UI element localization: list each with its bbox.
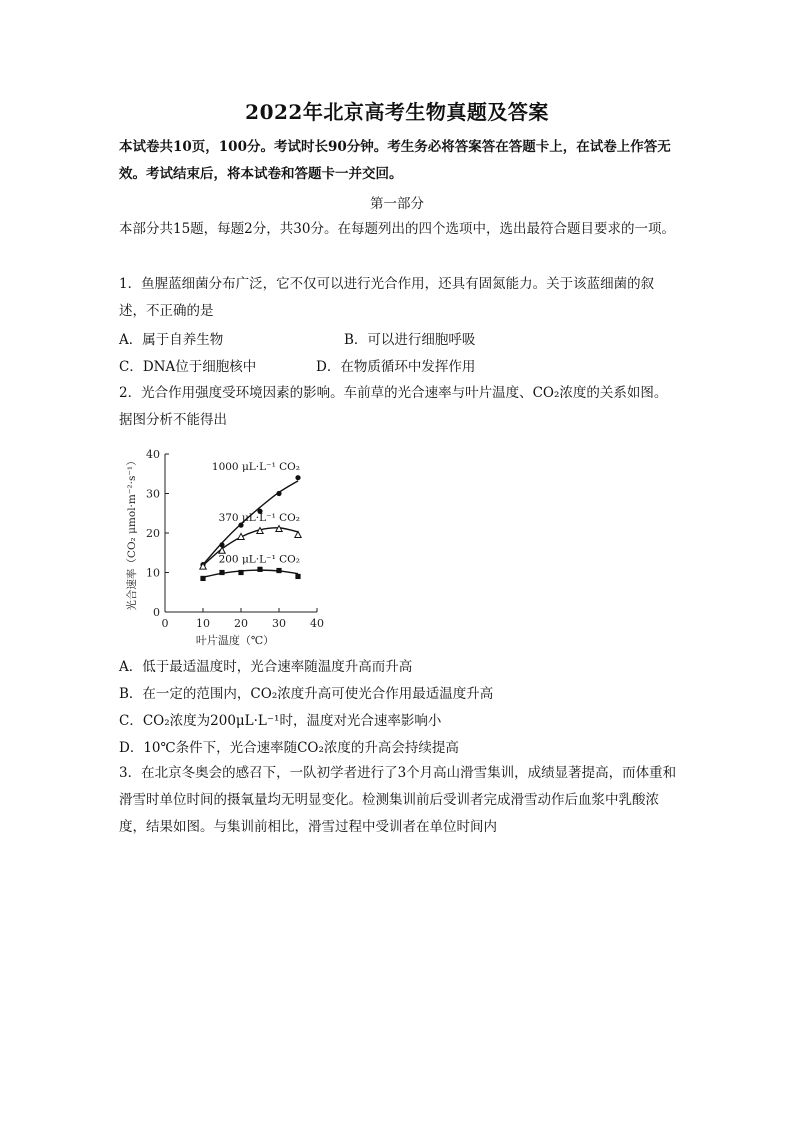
data-point: [238, 570, 243, 575]
section-title: 第一部分: [370, 196, 424, 212]
question-2-option-c: C．CO₂浓度为200μL·L⁻¹时，温度对光合速率影响小: [119, 713, 442, 729]
data-point: [219, 570, 224, 575]
x-tick-label: 40: [310, 617, 324, 630]
question-3-stem: 3．在北京冬奥会的感召下，一队初学者进行了3个月高山滑雪集训，成绩显著提高，而体重和滑雪时单位时间的摄氧量均无明显变化。检测集训前后受训者完成滑雪动作后血浆中乳酸浓度，结果如图。与集训前相比，滑雪过程中受训者在单位时间内: [119, 765, 677, 835]
data-point: [295, 475, 300, 480]
data-point: [295, 574, 300, 579]
question-2-option-a: A．低于最适温度时，光合速率随温度升高而升高: [119, 659, 413, 675]
x-axis-label: 叶片温度（℃）: [195, 634, 275, 647]
series-label: 1000 μL·L⁻¹ CO₂: [211, 460, 300, 473]
question-1-option-d: D．在物质循环中发挥作用: [316, 359, 476, 375]
question-2-stem: 2．光合作用强度受环境因素的影响。车前草的光合速率与叶片温度、CO₂浓度的关系如图。据图分析不能得出: [119, 385, 668, 428]
data-point: [295, 531, 301, 537]
photosynthesis-chart: [119, 440, 359, 650]
x-tick-label: 30: [272, 617, 286, 630]
y-axis-label: 光合速率（CO₂ μmol·m⁻²·s⁻¹）: [126, 455, 138, 611]
question-1-option-b: B．可以进行细胞呼吸: [344, 332, 476, 348]
question-1-option-c: C．DNA位于细胞核中: [119, 359, 257, 375]
series-curve-3: [203, 570, 298, 577]
data-point: [276, 568, 281, 573]
page-title: 2022年北京高考生物真题及答案: [245, 100, 549, 124]
y-tick-label: 10: [146, 566, 160, 580]
x-tick-label: 0: [161, 617, 169, 630]
question-2-option-d: D．10℃条件下，光合速率随CO₂浓度的升高会持续提高: [119, 740, 459, 756]
question-2-option-b: B．在一定的范围内，CO₂浓度升高可使光合作用最适温度升高: [119, 686, 494, 702]
y-tick-label: 20: [146, 527, 160, 540]
y-tick-label: 0: [153, 606, 160, 619]
section-intro: 本部分共15题，每题2分，共30分。在每题列出的四个选项中，选出最符合题目要求的一项。: [119, 221, 675, 237]
question-1-stem: 1．鱼腥蓝细菌分布广泛，它不仅可以进行光合作用，还具有固氮能力。关于该蓝细菌的叙述，不正确的是: [119, 276, 655, 319]
series-label: 370 μL·L⁻¹ CO₂: [218, 511, 300, 524]
exam-instructions: 本试卷共10页，100分。考试时长90分钟。考生务必将答案答在答题卡上，在试卷上作答无效。考试结束后，将本试卷和答题卡一并交回。: [119, 139, 671, 182]
x-tick-label: 10: [196, 617, 210, 630]
data-point: [200, 576, 205, 581]
y-tick-label: 40: [146, 448, 160, 461]
series-label: 200 μL·L⁻¹ CO₂: [218, 553, 300, 566]
x-tick-label: 20: [234, 617, 248, 630]
question-1-option-a: A．属于自养生物: [119, 332, 224, 348]
data-point: [276, 491, 281, 496]
y-tick-label: 30: [146, 487, 160, 501]
data-point: [257, 567, 262, 572]
